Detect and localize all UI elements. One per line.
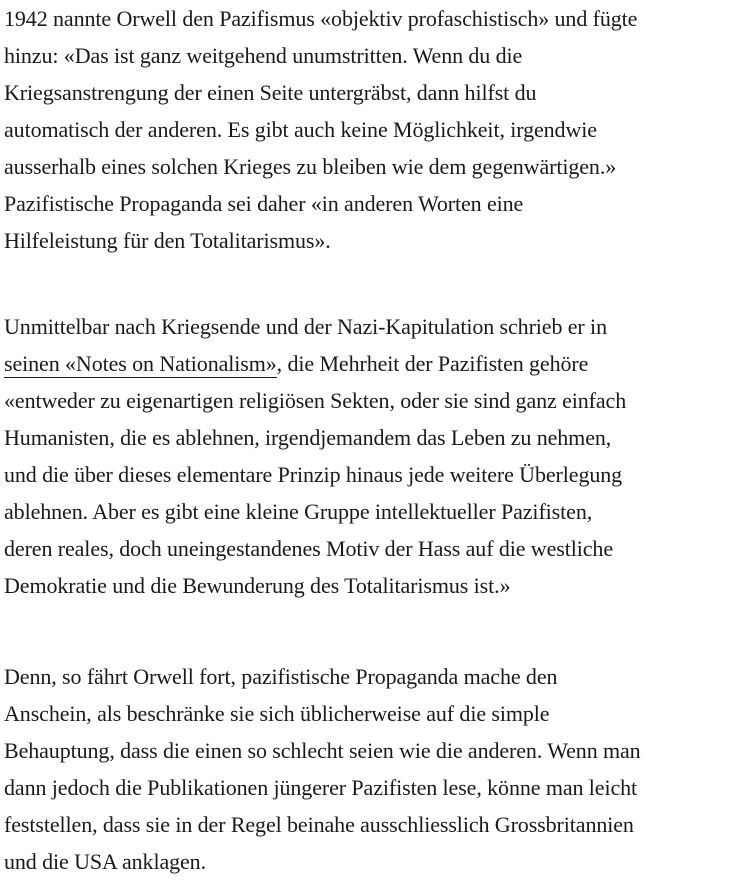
text-line: Denn, so fährt Orwell fort, pazifistische Propaganda mache den: [4, 664, 558, 689]
paragraph-2: [4, 308, 744, 604]
text-line: hinzu: «Das ist ganz weitgehend unumstritten. Wenn du die: [4, 43, 523, 68]
paragraph-3: [4, 658, 744, 880]
notes-on-nationalism-link[interactable]: seinen «Notes on Nationalism»: [4, 351, 277, 376]
text-line: deren reales, doch uneingestandenes Motiv der Hass auf die westliche: [4, 536, 613, 561]
paragraph-1: [4, 0, 744, 259]
text-line: Demokratie und die Bewunderung des Totalitarismus ist.»: [4, 573, 511, 598]
text-line: Kriegsanstrengung der einen Seite untergräbst, dann hilfst du: [4, 80, 537, 105]
text-line: Anschein, als beschränke sie sich üblicherweise auf die simple: [4, 701, 550, 726]
text-line: und die über dieses elementare Prinzip hinaus jede weitere Überlegung: [4, 462, 623, 487]
text-line: ablehnen. Aber es gibt eine kleine Gruppe intellektueller Pazifisten,: [4, 499, 593, 524]
text-line: 1942 nannte Orwell den Pazifismus «objektiv profaschistisch» und fügte: [4, 6, 638, 31]
text-line: Behauptung, dass die einen so schlecht seien wie die anderen. Wenn man: [4, 738, 641, 763]
text-line: «entweder zu eigenartigen religiösen Sekten, oder sie sind ganz einfach: [4, 388, 627, 413]
text-line: feststellen, dass sie in der Regel beinahe ausschliesslich Grossbritannien: [4, 812, 634, 837]
text-line: Hilfeleistung für den Totalitarismus».: [4, 228, 331, 253]
text-line: Humanisten, die es ablehnen, irgendjemandem das Leben zu nehmen,: [4, 425, 612, 450]
text-segment: , die Mehrheit der Pazifisten gehöre: [276, 351, 589, 376]
text-line-with-link: [4, 345, 744, 382]
text-line: Pazifistische Propaganda sei daher «in anderen Worten eine: [4, 191, 524, 216]
text-line: dann jedoch die Publikationen jüngerer Pazifisten lese, könne man leicht: [4, 775, 638, 800]
text-line: automatisch der anderen. Es gibt auch keine Möglichkeit, irgendwie: [4, 117, 597, 142]
text-line: Unmittelbar nach Kriegsende und der Nazi-Kapitulation schrieb er in: [4, 314, 607, 339]
text-line: ausserhalb eines solchen Krieges zu bleiben wie dem gegenwärtigen.»: [4, 154, 617, 179]
text-line: und die USA anklagen.: [4, 849, 206, 874]
